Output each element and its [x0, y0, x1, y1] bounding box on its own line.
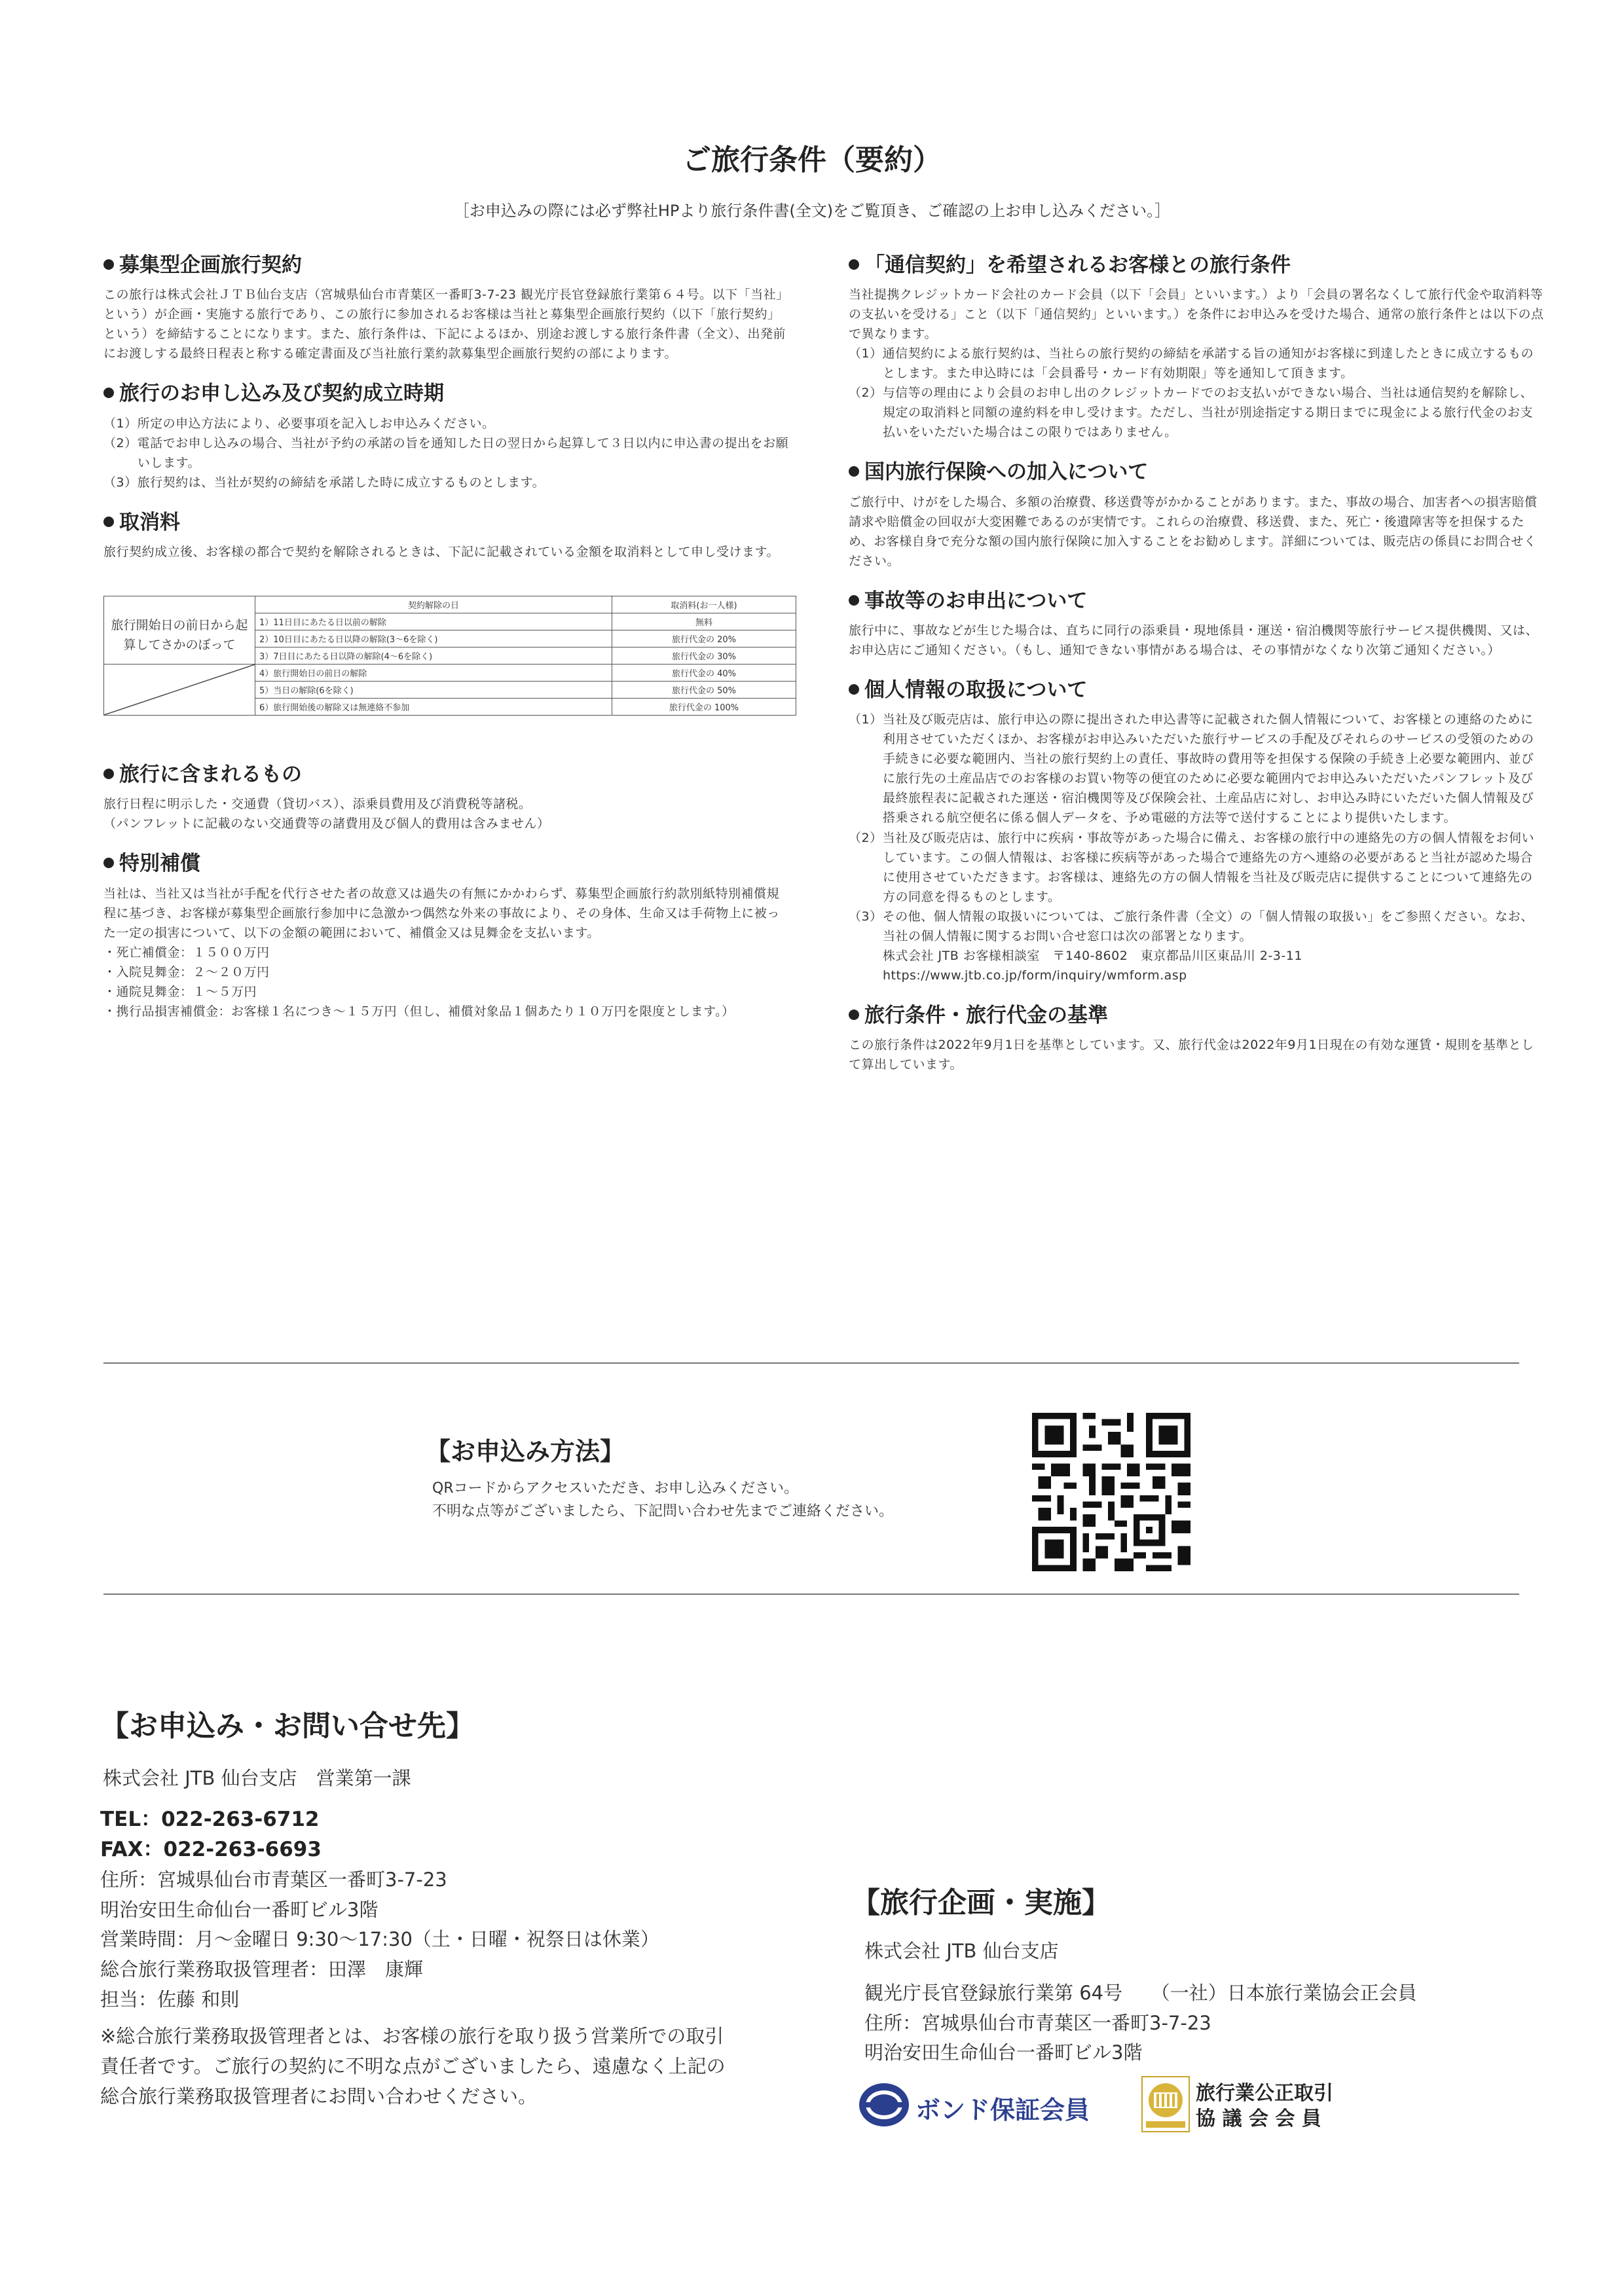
section-included	[103, 761, 790, 833]
bullet-icon	[103, 769, 114, 779]
bullet-icon	[849, 466, 859, 477]
table-cell: 旅行代金の 30%	[612, 647, 796, 665]
inquiry-url[interactable]: https://www.jtb.co.jp/form/inquiry/wmform.asp	[883, 968, 1187, 983]
contact-block	[100, 1702, 742, 2111]
contact-hours: 営業時間：月～金曜日 9:30～17:30（土・日曜・祝祭日は休業）	[100, 1928, 659, 1951]
apply-text	[432, 1477, 893, 1523]
section-heading: 事故等のお申出について	[849, 588, 1545, 614]
section-heading: 特別補償	[103, 850, 790, 877]
section-application	[103, 380, 790, 492]
section-heading: 募集型企画旅行契約	[103, 252, 790, 278]
apply-line: QRコードからアクセスいただき、お申し込みください。	[432, 1480, 799, 1497]
table-cell: 3）7日目にあたる日以降の解除(4～6を除く)	[255, 647, 612, 665]
table-row	[104, 665, 796, 682]
section-body: この旅行条件は2022年9月1日を基準としています。又、旅行代金は2022年9月1日現在の有効な運賃・規則を基準として算出しています。	[849, 1037, 1534, 1072]
table-cell: 無料	[612, 613, 796, 630]
section-line: 旅行日程に明示した・交通費（貸切バス）、添乗員費用及び消費税等諸税。	[103, 797, 532, 812]
section-heading: 個人情報の取扱について	[849, 677, 1545, 703]
table-cell: 旅行代金の 100%	[612, 699, 796, 716]
contact-manager: 総合旅行業務取扱管理者：田澤 康輝	[100, 1958, 424, 1981]
apply-line: 不明な点等がございましたら、下記問い合わせ先までご連絡ください。	[432, 1503, 894, 1520]
table-cell: 6）旅行開始後の解除又は無連絡不参加	[255, 699, 612, 716]
section-heading: 取消料	[103, 509, 790, 536]
fair-trade-text	[1196, 2081, 1333, 2132]
contact-address: 住所：宮城県仙台市青葉区一番町3-7-23	[100, 1868, 447, 1891]
bullet-icon	[849, 684, 859, 695]
section-body: この旅行は株式会社ＪＴＢ仙台支店（宮城県仙台市青葉区一番町3-7-23 観光庁長官登録旅行業第６４号。以下「当社」という）が企画・実施する旅行であり、この旅行に参加されるお客様は当社と募集型企画旅行契約（以下「旅行契約」という）を締結することになります。また、旅行条件は、下記によるほか、別途お渡しする旅行条件書（全文）、出発前にお渡しする最終日程表と称する確定書面及び当社旅行業約款募集型企画旅行契約の部によります。	[103, 287, 789, 361]
table-row	[104, 596, 796, 613]
fair-trade-emblem-icon	[1141, 2075, 1190, 2133]
right-column	[849, 252, 1545, 1091]
divider	[103, 1362, 1519, 1364]
section-cancellation	[103, 509, 790, 716]
bond-member-logo	[858, 2081, 1090, 2129]
list-item: （1）通信契約による旅行契約は、当社らの旅行契約の締結を承諾する旨の通知がお客様に到達したときに成立するものとします。また申込時には「会員番号・カード有効期限」等を通知して頂きます。	[849, 346, 1534, 381]
table-cell: 旅行代金の 20%	[612, 630, 796, 647]
section-body: 旅行中に、事故などが生じた場合は、直ちに同行の添乗員・現地係員・運送・宿泊機関等旅行サービス提供機関、又は、お申込店にご通知ください。（もし、通知できない事情がある場合は、その事情がなくなり次第ご通知ください。）	[849, 623, 1539, 658]
list-item: ・入院見舞金：２～２０万円	[103, 964, 270, 979]
table-row-label: 旅行開始日の前日から起算してさかのぼって	[104, 613, 255, 665]
notice: ［お申込みの際には必ず弊社HPより旅行条件書(全文)をご覧頂き、ご確認の上お申し込みください。］	[453, 202, 1171, 220]
section-heading: 旅行のお申し込み及び契約成立時期	[103, 380, 790, 407]
list-item: ・死亡補償金：１５００万円	[103, 945, 270, 960]
table-cell-diagonal	[104, 665, 255, 716]
bond-emblem-icon	[858, 2081, 910, 2129]
bullet-icon	[103, 259, 114, 270]
diagonal-line	[104, 665, 255, 715]
plan-address-building: 明治安田生命仙台一番町ビル3階	[864, 2041, 1143, 2064]
list-item: （1）所定の申込方法により、必要事項を記入しお申込みください。	[103, 416, 495, 431]
bullet-icon	[103, 858, 114, 868]
list-item: ・通院見舞金：１～５万円	[103, 984, 257, 999]
list-item: （2）電話でお申し込みの場合、当社が予約の承諾の旨を通知した日の翌日から起算して３日以内に申込書の提出をお願いします。	[103, 435, 789, 470]
section-body: ご旅行中、けがをした場合、多額の治療費、移送費等がかかることがあります。また、事故の場合、加害者への損害賠償請求や賠償金の回収が大変困難であるのが実情です。これらの治療費、移送費、また、死亡・後遺障害等を担保するため、お客様自身で充分な額の国内旅行保険に加入することをお勧めします。詳細については、販売店の係員にお問合せください。	[849, 494, 1538, 568]
bullet-icon	[849, 259, 859, 270]
contact-line: 株式会社 JTB お客様相談室 〒140-8602 東京都品川区東品川 2-3-11	[883, 948, 1302, 963]
section-heading: 「通信契約」を希望されるお客様との旅行条件	[849, 252, 1545, 278]
section-special-compensation	[103, 850, 790, 1021]
list-item: （3）旅行契約は、当社が契約の締結を承諾した時に成立するものとします。	[103, 475, 545, 490]
section-communication-contract	[849, 252, 1545, 442]
bullet-icon	[103, 517, 114, 527]
section-heading: 旅行条件・旅行代金の基準	[849, 1002, 1545, 1029]
table-header: 契約解除の日	[255, 596, 612, 613]
contact-address-building: 明治安田生命仙台一番町ビル3階	[100, 1898, 378, 1921]
section-body: 旅行契約成立後、お客様の都合で契約を解除されるときは、下記に記載されている金額を取消料として申し受けます。	[103, 545, 779, 560]
table-cell: 1）11日目にあたる日以前の解除	[255, 613, 612, 630]
contact-heading: 【お申込み・お問い合せ先】	[100, 1709, 475, 1743]
table-cell: 5）当日の解除(6を除く)	[255, 682, 612, 699]
table-cell	[104, 596, 255, 613]
cancellation-table	[103, 596, 796, 716]
page-title: ご旅行条件（要約）	[682, 143, 942, 177]
section-line: （パンフレットに記載のない交通費等の諸費用及び個人的費用は含みません）	[103, 816, 550, 831]
list-item: （1）当社及び販売店は、旅行申込の際に提出された申込書等に記載された個人情報について、お客様との連絡のために利用させていただくほか、お客様がお申込みいただいた旅行サービスの手配及びそれらのサービスの受領のための手続きに必要な範囲内、当社の旅行契約上の責任、事故時の費用等を担保する保険の手続き上必要な範囲内、並びに旅行先の土産品店でのお客様のお買い物等の便宜のために必要な範囲内でお申込みいただいたパンフレット及び最終旅程表に記載された運送・宿泊機関等及び保険会社、土産品店に対し、お申込み時にいただいた個人情報及び搭乗される航空便名に係る個人データを、予め電磁的方法等で送付することにより提供いたします。	[849, 712, 1534, 826]
table-row	[104, 613, 796, 630]
bond-member-text: ボンド保証会員	[915, 2096, 1090, 2124]
bullet-icon	[849, 595, 859, 606]
plan-block	[851, 1879, 1417, 2068]
plan-address: 住所：宮城県仙台市青葉区一番町3-7-23	[864, 2011, 1211, 2034]
fair-trade-line: 協 議 会 会 員	[1196, 2107, 1321, 2130]
contact-staff: 担当：佐藤 和則	[100, 1988, 240, 2011]
table-cell: 旅行代金の 40%	[612, 665, 796, 682]
divider	[103, 1594, 1519, 1595]
section-heading: 旅行に含まれるもの	[103, 761, 790, 788]
table-cell: 2）10日目にあたる日以降の解除(3～6を除く)	[255, 630, 612, 647]
table-cell: 4）旅行開始日の前日の解除	[255, 665, 612, 682]
section-privacy	[849, 677, 1545, 985]
plan-registration: 観光庁長官登録旅行業第 64号 （一社）日本旅行業協会正会員	[864, 1981, 1417, 2004]
list-item: （2）与信等の理由により会員のお申し出のクレジットカードでのお支払いができない場合、当社は通信契約を解除し、規定の取消料と同額の違約料を申し受けます。ただし、当社が別途指定する期日までに現金による旅行代金のお支払いをいただいた場合はこの限りではありません。	[849, 386, 1534, 440]
section-body: 当社は、当社又は当社が手配を代行させた者の故意又は過失の有無にかかわらず、募集型企画旅行約款別紙特別補償規程に基づき、お客様が募集型企画旅行参加中に急激かつ偶然な外来の事故により、その身体、生命又は手荷物上に被った一定の損害について、以下の金額の範囲において、補償金又は見舞金を支払います。	[103, 886, 780, 940]
section-insurance	[849, 459, 1545, 570]
list-item: （2）当社及び販売店は、旅行中に疾病・事故等があった場合に備え、お客様の旅行中の連絡先の方の個人情報をお伺いしています。この個人情報は、お客様に疾病等があった場合で連絡先の方へ連絡の必要があると当社が認めた場合に使用させていただきます。お客様は、連絡先の方の個人情報を当社及び販売店に提供することについて連絡先の方の同意を得るものとします。	[849, 830, 1535, 904]
contact-note: ※総合旅行業務取扱管理者とは、お客様の旅行を取り扱う営業所での取引責任者です。ご旅行の契約に不明な点がございましたら、遠慮なく上記の総合旅行業務取扱管理者にお問い合わせください。	[100, 2024, 726, 2107]
section-body: 当社提携クレジットカード会社のカード会員（以下「会員」といいます。）より「会員の署名なくして旅行代金や取消料等の支払いを受ける」こと（以下「通信契約」といいます。）を条件にお申込みを受けた場合、通常の旅行条件とは以下の点で異なります。	[849, 287, 1544, 342]
bullet-icon	[849, 1010, 859, 1020]
left-column	[103, 252, 790, 1038]
qr-code-icon[interactable]	[1032, 1413, 1190, 1571]
fair-trade-line: 旅行業公正取引	[1196, 2082, 1333, 2105]
fair-trade-logo	[1141, 2075, 1357, 2134]
apply-heading: 【お申込み方法】	[426, 1437, 625, 1466]
plan-company: 株式会社 JTB 仙台支店	[864, 1940, 1059, 1962]
contact-tel[interactable]: TEL：022-263-6712	[100, 1807, 320, 1831]
table-header: 取消料(お一人様)	[612, 596, 796, 613]
table-cell: 旅行代金の 50%	[612, 682, 796, 699]
contact-fax: FAX：022-263-6693	[100, 1838, 322, 1862]
section-heading: 国内旅行保険への加入について	[849, 459, 1545, 485]
list-item: ・携行品損害補償金：お客様１名につき～１５万円（但し、補償対象品１個あたり１０万円を限度とします。）	[103, 1004, 735, 1019]
plan-heading: 【旅行企画・実施】	[851, 1886, 1111, 1920]
list-item: （3）その他、個人情報の取扱いについては、ご旅行条件書（全文）の「個人情報の取扱い」をご参照ください。なお、当社の個人情報に関するお問い合せ窓口は次の部署となります。	[849, 909, 1534, 943]
contact-company: 株式会社 JTB 仙台支店 営業第一課	[103, 1767, 411, 1789]
section-package-contract	[103, 252, 790, 363]
section-price-basis	[849, 1002, 1545, 1074]
bullet-icon	[103, 388, 114, 398]
section-accident-report	[849, 588, 1545, 660]
